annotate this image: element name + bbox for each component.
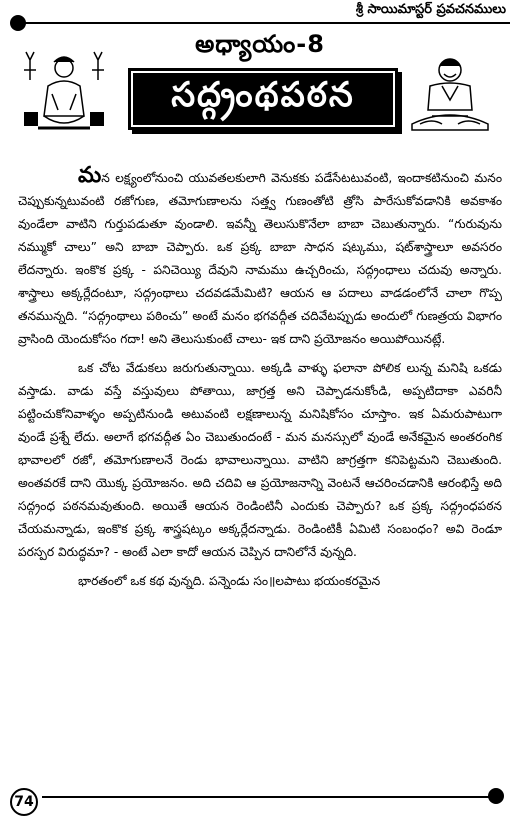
paragraph-1-text: న లక్ష్యంలోనుంచి యువతలకులాగి వెనుకకు పడేసేటటువంటి, ఇందాకటినుంచి మనం చెప్పుకున్నటువంటి రజోగుణ, తమోగుణాలను సత్త్వ గుణంతోటి త్రోసి పారేసుకోవడానికి అవకాశం వుండేలా వాటిని గుర్తుపడుతూ వుండాలి. ఇవన్నీ తెలుసుకొనేలా బాబా చెబుతున్నారు. “గురువును నమ్ముకో చాలు” అని బాబా చెప్పారు. ఒక ప్రక్క బాబా సాధన షట్కము, షట్‌శాస్త్రాలూ అవసరం లేదన్నారు. ఇంకొక ప్రక్క - పనిచెయ్యి దేవుని నామము ఉచ్చరించు, సద్గ్రంధాలు చదువు అన్నారు. శాస్త్రాలు అక్కర్లేదంటూ, సద్గ్రంథాలు చదవడమేమిటి? ఆయన ఆ పదాలు వాడడంలోనే చాలా గొప్ప తనమున్నది. “సద్గ్రంథాలు పఠించు” అంటే మనం భగవద్గీత చదివేటప్పుడు అందులో గుణత్రయ విభాగం వ్రాసింది యెందుకోసం గదా! అని తెలుసుకుంటే చాలు- ఇక దాని ప్రయోజనం అయిపోయినట్లే. [18, 171, 502, 346]
master-portrait-illustration [402, 54, 498, 138]
header-rule [14, 22, 510, 24]
paragraph-2-text: ఒక చోట వేడుకలు జరుగుతున్నాయి. అక్కడి వాళ్ళు ఫలానా పోలిక లున్న మనిషి ఒకడు వస్తాడు. వాడు వస్తే వస్తువులు పోతాయి, జాగ్రత్త అని చెప్పాడనుకోండి, అప్పటిదాకా ఎవరినీ పట్టించుకోనివాళ్ళం అప్పటినుండి అటువంటి లక్షణాలున్న మనిషికోసం చూస్తాం. ఇక ఏమరుపాటుగా వుండే ప్రశ్నే లేదు. అలాగే భగవద్గీత ఏం చెబుతుందంటే - మన మనస్సులో వుండే అనేకమైన అంతరంగిక భావాలలో రజో, తమోగుణాలనే రెండు భావాలున్నాయి. వాటిని జాగ్రత్తగా కనిపెట్టమని చెబుతుంది. అంతవరకే దాని యొక్క ప్రయోజనం. అది చదివి ఆ ప్రయోజనాన్ని వెంటనే ఆచరించడానికి ఆరంభిస్తే అది సద్గ్రంధ పఠనమవుతుంది. అయితే ఆయన రెండింటినీ ఎందుకు చెప్పారు? ఒక ప్రక్క సద్గ్రంధపఠన చేయమన్నాడు, ఇంకొక ప్రక్క శాస్త్రషట్కం అక్కర్లేదన్నాడు. రెండింటికీ ఏమిటి సంబంధం? అవి రెండూ పరస్పర విరుద్ధమా? - అంటే ఎలా కాదో ఆయన చెప్పిన దానిలోనే వున్నది. [18, 361, 502, 559]
drop-cap: మ [78, 163, 102, 188]
footer-dot [488, 788, 504, 804]
paragraph-3-text: భారతంలో ఒక కథ వున్నది. పన్నెండు సం॥లపాటు భయంకరమైన [78, 574, 381, 588]
chapter-title: సద్గ్రంథపఠన [171, 75, 355, 115]
footer-rule [42, 796, 492, 798]
header-running-title: శ్రీ సాయిమాస్టర్ ప్రవచనములు [355, 2, 506, 17]
page-number: 74 [10, 788, 38, 816]
paragraph-3 [18, 570, 502, 593]
chapter-title-box [128, 68, 398, 130]
chapter-label: అధ్యాయం-8 [195, 30, 325, 58]
paragraph-1 [18, 164, 502, 351]
body-text [18, 164, 502, 593]
paragraph-2 [18, 357, 502, 564]
